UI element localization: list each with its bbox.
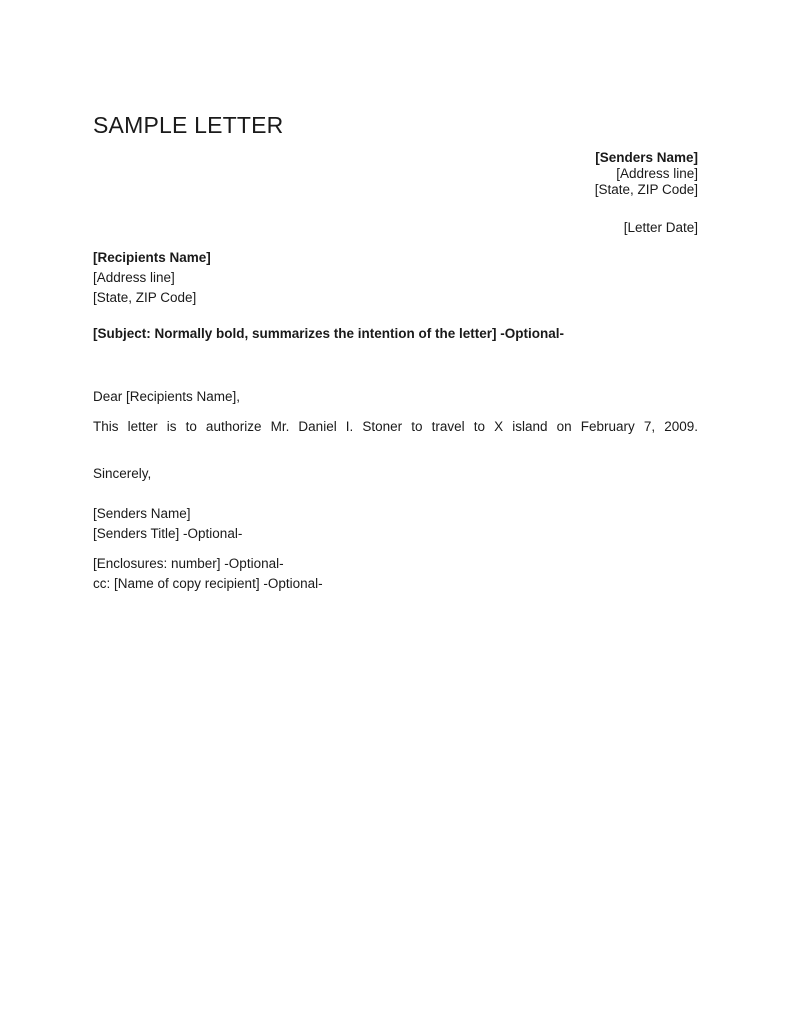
- document-title: SAMPLE LETTER: [93, 112, 284, 138]
- subject-line: [Subject: Normally bold, summarizes the intention of the letter] -Optional-: [93, 326, 565, 341]
- sender-address-line: [Address line]: [616, 166, 698, 181]
- sender-block: [595, 150, 698, 198]
- recipient-address-line: [Address line]: [93, 270, 175, 285]
- recipient-block: [93, 248, 211, 308]
- salutation: Dear [Recipients Name],: [93, 389, 241, 404]
- letter-body: This letter is to authorize Mr. Daniel I. Stoner to travel to X island on February 7, 2009.: [93, 419, 698, 434]
- enclosures-block: [93, 554, 323, 594]
- letter-date: [Letter Date]: [623, 220, 698, 235]
- recipient-state-zip: [State, ZIP Code]: [93, 290, 197, 305]
- cc-line: cc: [Name of copy recipient] -Optional-: [93, 576, 323, 591]
- signature-name: [Senders Name]: [93, 506, 191, 521]
- sender-name: [Senders Name]: [595, 150, 698, 165]
- enclosures-line: [Enclosures: number] -Optional-: [93, 556, 284, 571]
- signature-title: [Senders Title] -Optional-: [93, 526, 243, 541]
- sender-state-zip: [State, ZIP Code]: [594, 182, 698, 197]
- signature-block: [93, 504, 242, 544]
- recipient-name: [Recipients Name]: [93, 250, 211, 265]
- closing: Sincerely,: [93, 466, 152, 481]
